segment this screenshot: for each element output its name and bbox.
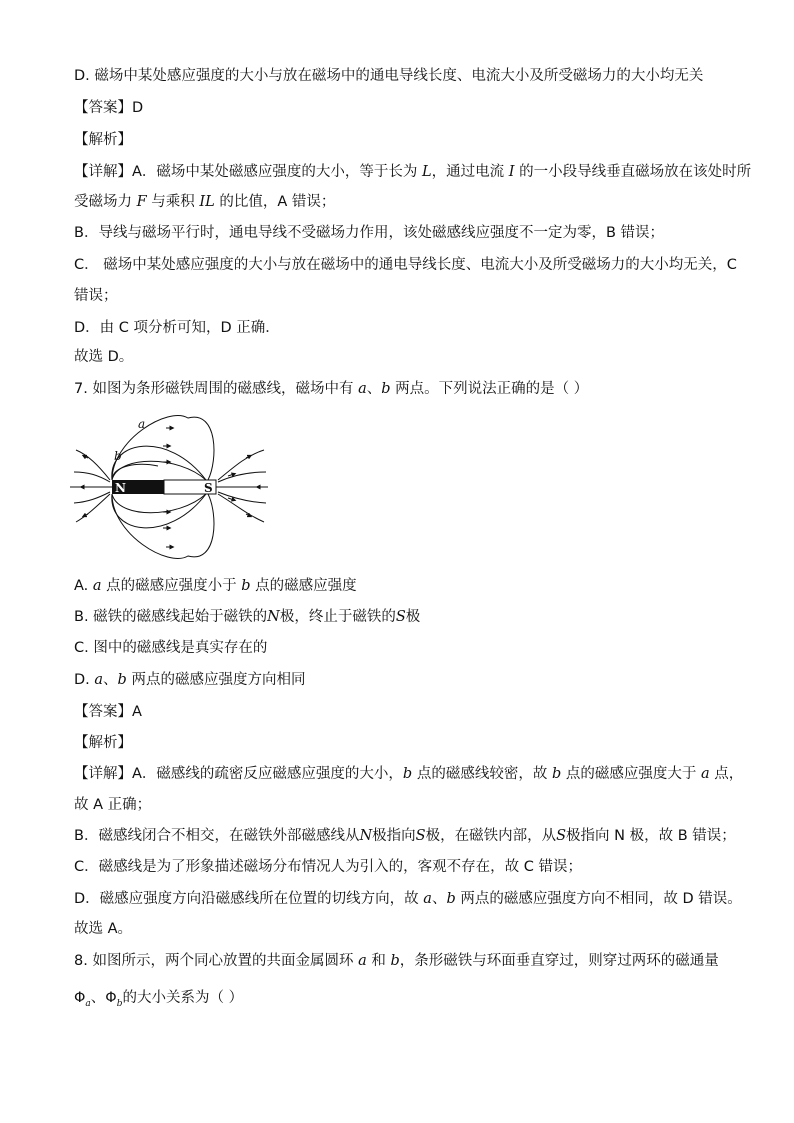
prev-answer: 【答案】D [74, 100, 144, 116]
q7-option-a: A. a 点的磁感应强度小于 b 点的磁感应强度 [74, 578, 357, 594]
prev-detail-line-1: 【详解】A．磁场中某处磁感应强度的大小，等于长为 L，通过电流 I 的一小段导线垂直磁场放在该处时所 [74, 164, 752, 180]
prev-analysis-heading: 【解析】 [74, 132, 132, 148]
label-n: N [115, 481, 126, 495]
prev-conclusion: 故选 D。 [74, 349, 134, 365]
prev-detail-line-6: D．由 C 项分析可知，D 正确． [74, 320, 280, 336]
prev-detail-line-3: B．导线与磁场平行时，通电导线不受磁场力作用，该处磁感线应强度不一定为零，B 错误； [74, 225, 665, 241]
q7-answer: 【答案】A [74, 704, 142, 720]
field-line-upper-inner [112, 461, 206, 480]
q7-detail-line-1: 【详解】A．磁感线的疏密反应磁感应强度的大小，b 点的磁感线较密，故 b 点的磁感应强度大于 a 点， [74, 766, 744, 782]
q7-detail-line-5: D．磁感应强度方向沿磁感线所在位置的切线方向，故 a、b 两点的磁感应强度方向不相同，故 D 错误。 [74, 891, 742, 907]
field-line-upper-outer [112, 416, 214, 480]
q7-analysis-heading: 【解析】 [74, 735, 132, 751]
q7-option-d: D. a、b 两点的磁感应强度方向相同 [74, 672, 306, 688]
field-line-lower-inner [112, 494, 206, 513]
label-b: b [114, 449, 122, 463]
bar-magnet-field-figure [68, 410, 278, 570]
q8-stem-line-1: 8. 如图所示，两个同心放置的共面金属圆环 a 和 b，条形磁铁与环面垂直穿过，则穿过两环的磁通量 [74, 953, 719, 969]
q7-detail-line-4: C．磁感线是为了形象描述磁场分布情况人为引入的，客观不存在，故 C 错误； [74, 859, 582, 875]
q7-option-c: C. 图中的磁感线是真实存在的 [74, 640, 268, 656]
field-line-right-down-1 [218, 494, 264, 522]
q7-detail-line-3: B．磁感线闭合不相交，在磁铁外部磁感线从N极指向S极，在磁铁内部，从S极指向 N 极，故 B 错误； [74, 828, 736, 844]
field-line-lower-middle [112, 494, 206, 528]
prev-option-d: D. 磁场中某处感应强度的大小与放在磁场中的通电导线长度、电流大小及所受磁场力的大小均无关 [74, 68, 704, 84]
prev-detail-line-2: 受磁场力 F 与乘积 IL 的比值，A 错误； [74, 194, 336, 210]
field-line-left-down-1 [76, 494, 110, 522]
field-line-lower-outer [112, 494, 214, 558]
q7-detail-line-2: 故 A 正确； [74, 797, 152, 813]
prev-detail-line-5: 错误； [74, 288, 118, 304]
q7-stem: 7. 如图为条形磁铁周围的磁感线，磁场中有 a、b 两点。下列说法正确的是（ ） [74, 381, 589, 397]
field-line-right-up-1 [218, 450, 264, 480]
q7-option-b: B. 磁铁的磁感线起始于磁铁的N极，终止于磁铁的S极 [74, 609, 421, 625]
prev-detail-line-4: C． 磁场中某处感应强度的大小与放在磁场中的通电导线长度、电流大小及所受磁场力的大小均无关，C [74, 257, 737, 273]
label-s: S [204, 481, 213, 495]
q8-stem-line-2: $\Phi_a$、$\Phi_b$的大小关系为（ ） [74, 990, 244, 1009]
field-line-upper-middle [112, 446, 206, 480]
label-a: a [138, 417, 146, 431]
q7-conclusion: 故选 A。 [74, 921, 133, 937]
field-line-left-up-1 [76, 450, 110, 480]
